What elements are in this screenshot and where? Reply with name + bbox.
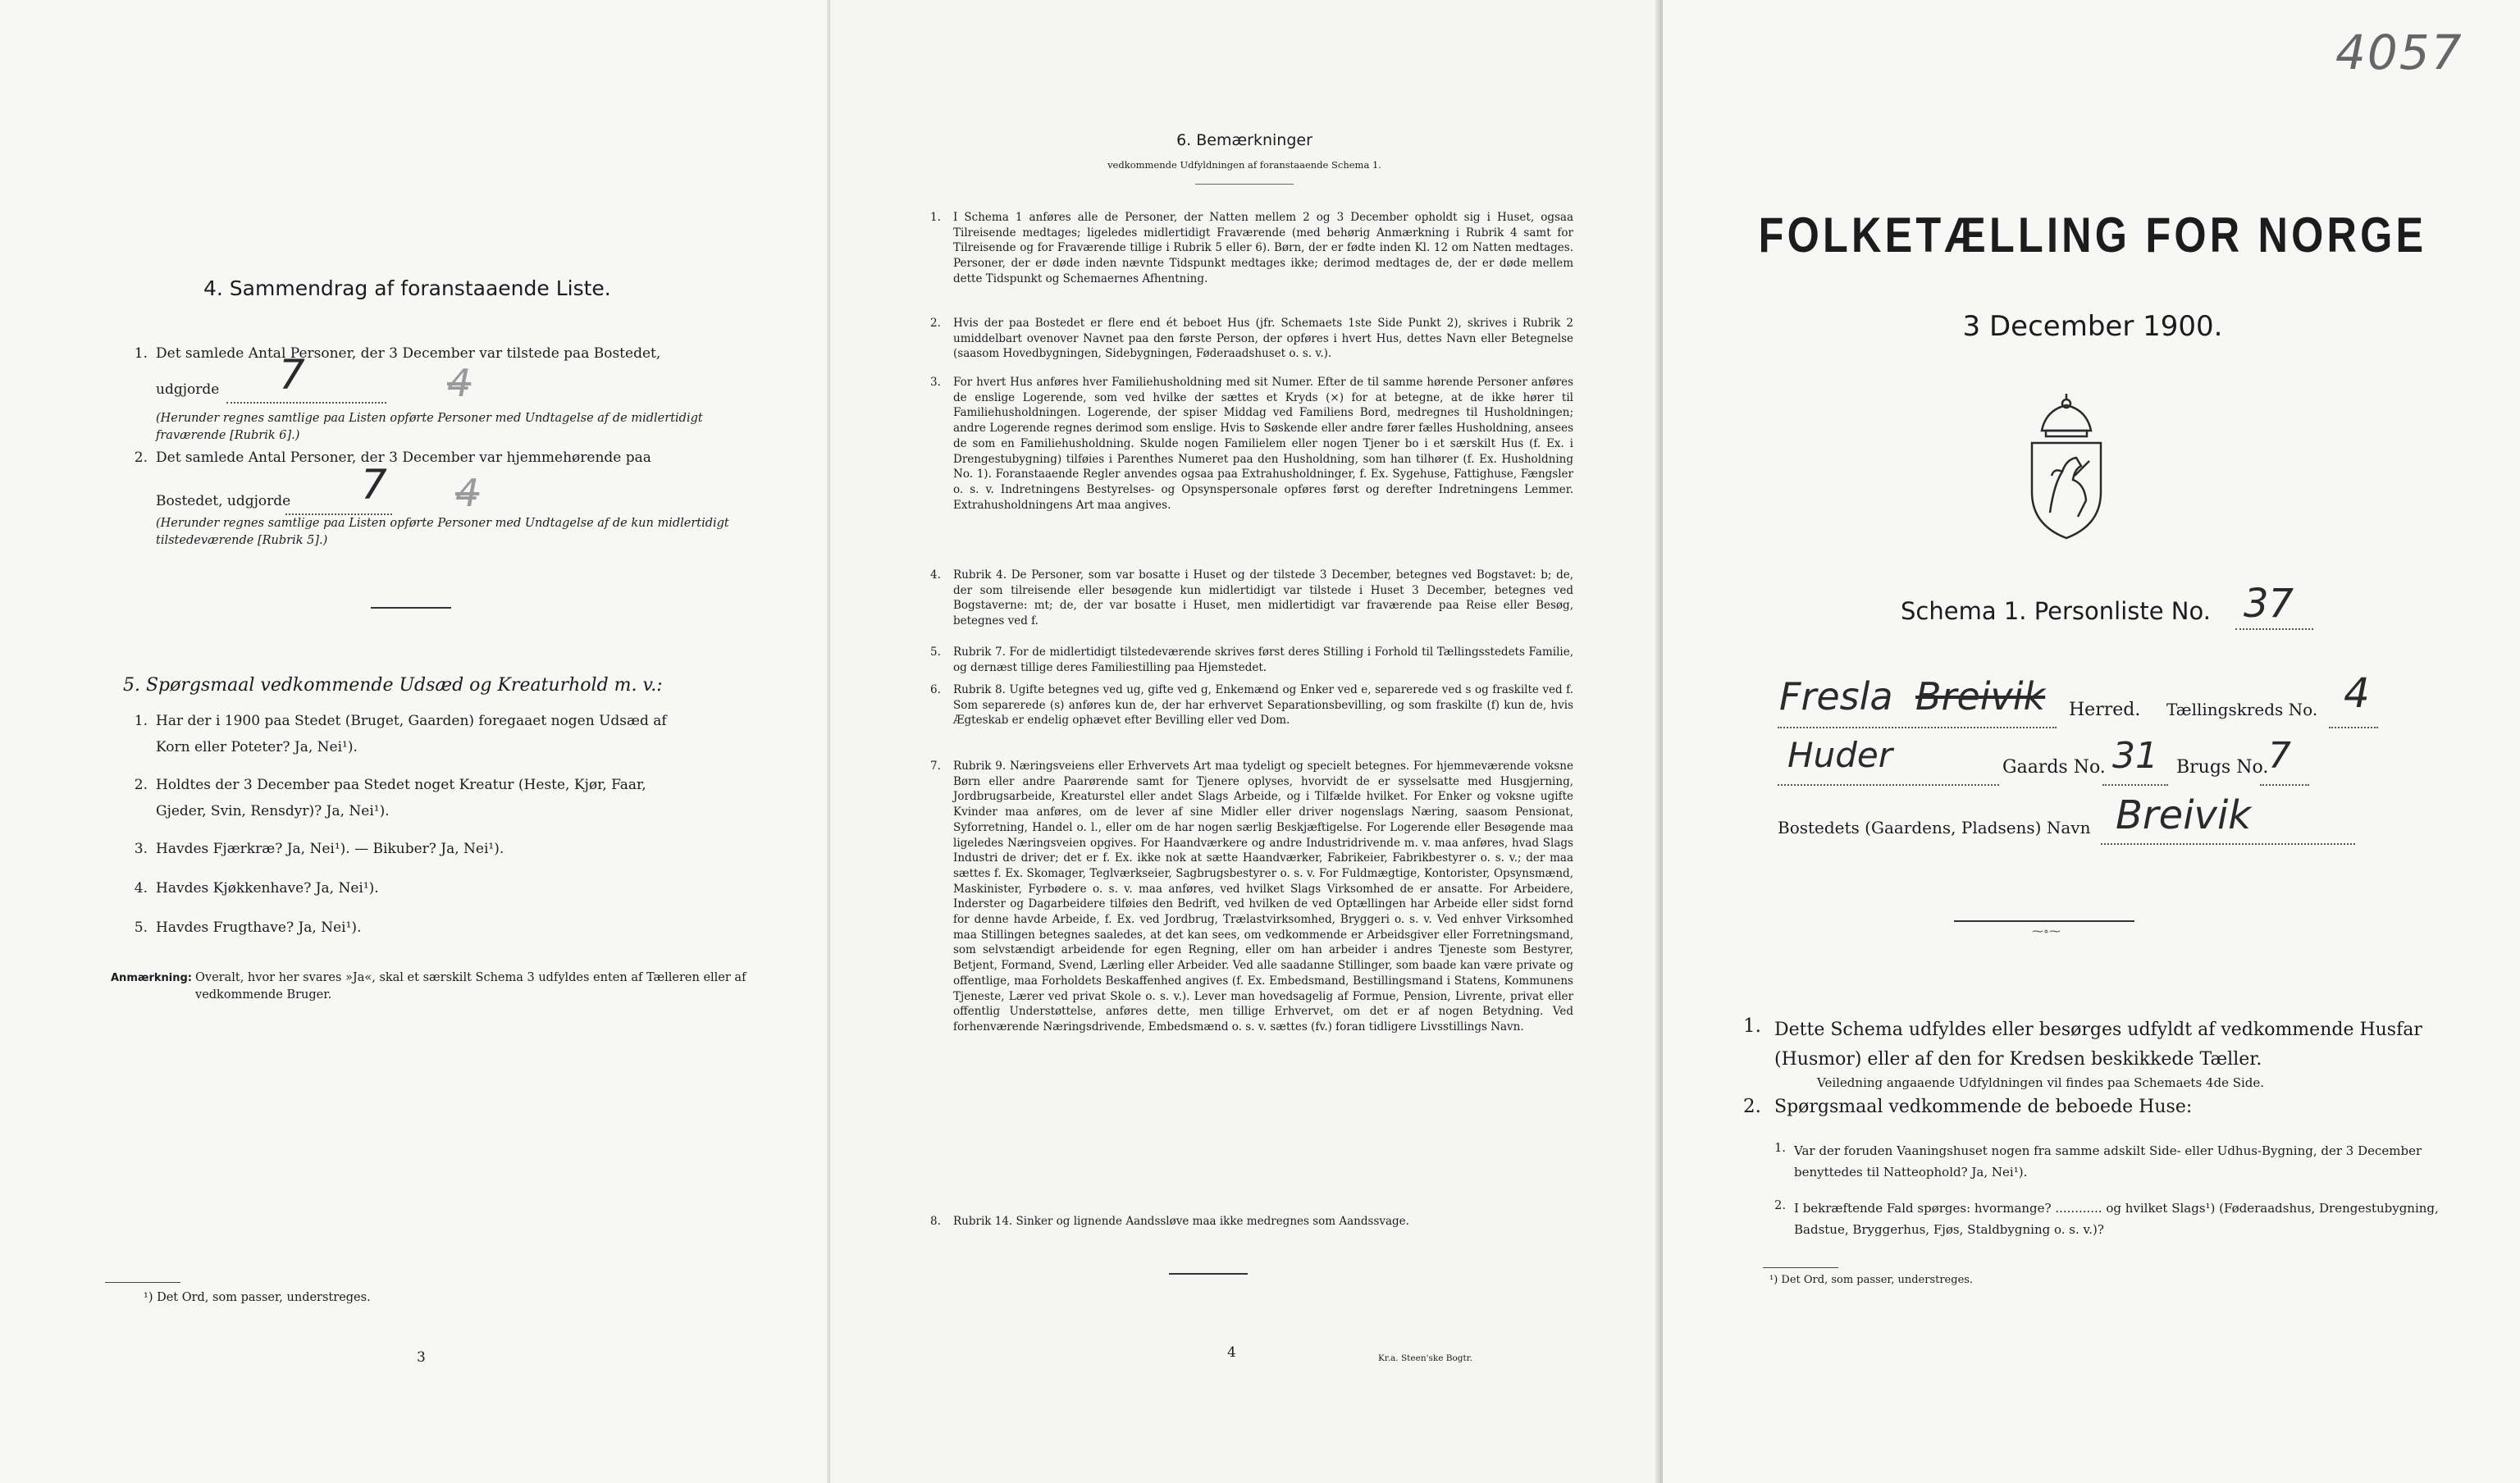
main-title: FOLKETÆLLING FOR NORGE (1758, 208, 2427, 262)
instruction-1-number: 1. (1743, 1015, 1761, 1037)
brugs-value: 7 (2268, 735, 2291, 777)
s5-item-3-number: 3. (134, 841, 148, 857)
title-divider (1195, 184, 1294, 185)
herred-value: Fresla (1779, 674, 1893, 719)
kreds-line (2329, 715, 2378, 728)
bottom-divider (1169, 1273, 1248, 1275)
page-3 (0, 0, 829, 1483)
footnote-rule (1763, 1267, 1838, 1268)
cover-page (1660, 0, 2520, 1483)
section5-title: 5. Spørgsmaal vedkommende Udsæd og Kreaturhold m. v.: (123, 675, 663, 696)
q2-answer-handwritten: 7 (361, 461, 387, 509)
q2-text: Det samlede Antal Personer, der 3 December var hjemmehørende paa (156, 449, 651, 466)
printer-mark: Kr.a. Steen'ske Bogtr. (1378, 1353, 1472, 1363)
gaards-value: 31 (2112, 735, 2158, 777)
page-4 (830, 0, 1659, 1483)
brugs-label: Brugs No. (2176, 757, 2269, 778)
s5-item-1-line1: Har der i 1900 paa Stedet (Bruget, Gaarden) foregaaet nogen Udsæd af (156, 713, 667, 729)
coat-of-arms-icon (2017, 394, 2116, 541)
archive-number: 4057 (2335, 25, 2463, 80)
q1-crossed-value: 4 (447, 361, 472, 405)
instruction-1-text: Dette Schema udfyldes eller besørges udfyldt af vedkommende Husfar (Husmor) eller af den for Kredsen beskikkede Tæller. (1774, 1020, 2422, 1070)
kreds-value: 4 (2344, 669, 2370, 717)
s5-item-2-line1: Holdtes der 3 December paa Stedet noget Kreatur (Heste, Kjør, Faar, (156, 777, 646, 793)
divider-ornament: ⁓∘⁓ (2032, 925, 2061, 938)
instruction-1-note: Veiledning angaaende Udfyldningen vil findes paa Schemaets 4de Side. (1817, 1075, 2265, 1090)
kreds-label: Tællingskreds No. (2166, 700, 2318, 719)
annotation-text: Overalt, hvor her svares »Ja«, skal et særskilt Schema 3 udfyldes enten af Tælleren eller af vedkommende Bruger. (195, 971, 746, 1002)
q2-crossed-value: 4 (455, 471, 480, 515)
footnote-rule (105, 1282, 180, 1283)
s5-item-4-number: 4. (134, 880, 148, 897)
q1-answer-handwritten: 7 (279, 351, 305, 399)
s5-item-3-line1: Havdes Fjærkræ? Ja, Nei¹). — Bikuber? Ja, Nei¹). (156, 841, 504, 857)
question-1-number: 1. (1774, 1142, 1786, 1155)
s5-item-1-line2: Korn eller Poteter? Ja, Nei¹). (156, 739, 358, 755)
q1-answer-label: udgjorde (156, 381, 220, 398)
s5-item-2-number: 2. (134, 777, 148, 793)
gaards-label: Gaards No. (2002, 757, 2106, 778)
q1-answer-line (226, 386, 386, 404)
question-2-number: 2. (1774, 1199, 1786, 1212)
personliste-number: 37 (2244, 581, 2294, 627)
cover-divider (1954, 920, 2134, 922)
remark-8: 8. Rubrik 14. Sinker og lignende Aandssløve maa ikke medregnes som Aandssvage. (930, 1215, 1409, 1228)
q1-text: Det samlede Antal Personer, der 3 December var tilstede paa Bostedet, (156, 345, 661, 362)
herred-label: Herred. (2069, 700, 2141, 720)
s5-item-4-line1: Havdes Kjøkkenhave? Ja, Nei¹). (156, 880, 379, 897)
page-number: 3 (417, 1349, 426, 1366)
gaard-value: Huder (1787, 735, 1892, 775)
remark-7: 7. Rubrik 9. Næringsveiens eller Erhvervets Art maa tydeligt og specielt betegnes. For hjemmeværende voksne Børn eller andre Paarørende samt for Tjenere oplyses, hvorvidt de er sysselsatte med Husgjerning, Jordbrugsarbeide, Kreaturstel eller andet Slags Arbeide, og i Tilfælde hvilket. For Enker og voksne ugifte Kvinder maa anføres, om de lever af sine Midler eller driver nogenslags Næring, saasom Pensionat, Syforretning, Handel o. l., eller om de har nogen særlig Beskjæftigelse. For Logerende eller Besøgende maa ligeledes Næringsveien opgives. For Haandværkere og andre Industridrivende m. v. maa anføres, hvad Slags Industri de driver; det er f. Ex. ikke nok at sætte Haandværker, Fabrikeier, Fabrikbestyrer o. s. v.; der maa sættes f. Ex. Skomager, Teglværkseier, Sagbrugsbestyrer o. s. v. For Fuldmægtige, Kontorister, Opsynsmænd, Maskinister, Fyrbødere o. s. v. maa anføres, ved hvilket Slags Virksomhed de er ansatte. For Arbeidere, Inderster og Dagarbeidere tilføies den Bedrift, ved hvilken de ved Optællingen har Arbeide eller sidst fornd for denne havde Arbeide, f. Ex. ved Jordbrug, Trælastvirksomhed, Bryggeri o. s. v. Ved enhver Virksomhed maa Stillingen betegnes saaledes, at det kan sees, om vedkommende er Arbeidsgiver eller Forretningsmand, som selvstændigt arbeidende for egen Regning, eller om han arbeider i andres Tjeneste som Bestyrer, Betjent, Formand, Svend, Lærling eller Arbeider. Ved alle saadanne Stillinger, som baade kan være private og offentlige, maa Forholdets Beskaffenhed angives (f. Ex. Embedsmand, Bestillingsmand i Statens, Kommunens Tjeneste, Lærer ved privat Skole o. s. v.). Lever man hovedsagelig af Formue, Pension, Livrente, privat eller offentlig Understøttelse, anføres dette, men tillige Erhvervet, om det er af nogen Betydning. Ved forhenværende Næringsdrivende, Embedsmænd o. s. v. sættes (fv.) foran tidligere Livsstillings Navn. (930, 760, 1573, 1034)
s5-item-5-number: 5. (134, 919, 148, 936)
schema-label: Schema 1. Personliste No. (1901, 597, 2211, 625)
question-2-text: I bekræftende Fald spørges: hvormange? ............ og hvilket Slags¹) (Føderaadshus, Drengestubygning, Badstue, Bryggerhus, Fjøs, Staldbygning o. s. v.)? (1794, 1201, 2439, 1237)
q2-answer-label: Bostedet, udgjorde (156, 493, 291, 509)
page-number: 4 (1227, 1344, 1236, 1361)
remark-2: 2. Hvis der paa Bostedet er flere end ét beboet Hus (jfr. Schemaets 1ste Side Punkt 2), skrives i Rubrik 2 umiddelbart ovenover Navnet paa den første Person, der opføres i hvert Hus, dettes Navn eller Betegnelse (saasom Hovedbygningen, Sidebygningen, Føderaadshuset o. s. v.). (930, 317, 1573, 361)
q1-number: 1. (134, 345, 148, 362)
s5-item-2-line2: Gjeder, Svin, Rensdyr)? Ja, Nei¹). (156, 803, 390, 819)
bosted-label: Bostedets (Gaardens, Pladsens) Navn (1778, 818, 2091, 837)
q2-note: (Herunder regnes samtlige paa Listen opførte Personer med Undtagelse af de kun midlertidigt tilstedeværende [Rubrik 5].) (156, 517, 729, 547)
instruction-2-number: 2. (1743, 1096, 1761, 1117)
bosted-value: Breivik (2116, 792, 2252, 838)
remark-5: 5. Rubrik 7. For de midlertidigt tilstedeværende skrives først deres Stilling i Forhold til Tællingsstedets Familie, og dernæst tillige deres Familiestilling paa Hjemstedet. (930, 646, 1573, 674)
section4-title: 4. Sammendrag af foranstaaende Liste. (203, 276, 611, 300)
remark-1: 1. I Schema 1 anføres alle de Personer, der Natten mellem 2 og 3 December opholdt sig i Huset, ogsaa Tilreisende medtages; ligeledes midlertidigt Fraværende (med behørig Anmærkning i Rubrik 4 samt for Tilreisende og for Fraværende tillige i Rubrik 5 eller 6). Børn, der er fødte inden Kl. 12 om Natten medtages. Personer, der er døde inden nævnte Tidspunkt medtages ikke; derimod medtages de, der er døde mellem dette Tidspunkt og Schemaernes Afhentning. (930, 211, 1573, 285)
annotation-label: Anmærkning: (111, 972, 193, 984)
remarks-subtitle: vedkommende Udfyldningen af foranstaaende Schema 1. (1107, 159, 1381, 171)
s5-item-5-line1: Havdes Frugthave? Ja, Nei¹). (156, 919, 362, 936)
remark-6: 6. Rubrik 8. Ugifte betegnes ved ug, gifte ved g, Enkemænd og Enker ved e, separerede ved s og fraskilte ved f. Som separerede (s) anføres kun de, der har erhvervet Separationsbevilling, og som fraskilte (f) kun de, hvis Ægteskab er endelig ophævet efter Bevilling eller ved Dom. (930, 683, 1573, 728)
herred-crossed: Breivik (1915, 674, 2046, 719)
question-1-text: Var der foruden Vaaningshuset nogen fra samme adskilt Side- eller Udhus-Bygning, der 3 December benyttedes til Natteophold? Ja, Nei¹). (1794, 1143, 2422, 1180)
footnote: ¹) Det Ord, som passer, understreges. (144, 1291, 371, 1304)
s5-item-1-number: 1. (134, 713, 148, 729)
remark-3: 3. For hvert Hus anføres hver Familiehusholdning med sit Numer. Efter de til samme hørende Personer anføres de enslige Logerende, som ved hvilke der sættes et Kryds (×) for at betegne, at de ikke hører til Familiehusholdningen. Logerende, der spiser Middag ved Familiens Bord, medregnes til Husholdningen; andre Logerende regnes derimod som enslige. Hvis to Søskende eller andre fører fælles Husholdning, ansees de som en Familiehusholdning. Skulde nogen Familielem eller nogen Tjener bo i et særskilt Hus (f. Ex. i Drengestubygning) tilføies i Parenthes Numeret paa den Husholdning, som han tilhører (f. Ex. Husholdning No. 1). Foranstaaende Regler anvendes ogsaa paa Extrahusholdninger, f. Ex. Sygehuse, Fattighuse, Fængsler o. s. v. Indretningens Bestyrelses- og Opsynspersonale opføres først og derefter Indretningens Lemmer. Extrahusholdningens Art maa angives. (930, 376, 1573, 512)
instruction-2-text: Spørgsmaal vedkommende de beboede Huse: (1774, 1097, 2193, 1117)
remarks-title: 6. Bemærkninger (1176, 131, 1312, 149)
remark-4: 4. Rubrik 4. De Personer, som var bosatte i Huset og der tilstede 3 December, betegnes ved Bogstavet: b; de, der som tilreisende eller besøgende kun midlertidigt var tilstede i Huset 3 December, betegnes ved Bogstaverne: mt; de, der var bosatte i Huset, men midlertidigt var fraværende paa Reise eller Besøg, betegnes ved f. (930, 568, 1573, 628)
census-date: 3 December 1900. (1962, 310, 2223, 343)
q2-number: 2. (134, 449, 148, 466)
section-divider (371, 607, 451, 609)
footnote: ¹) Det Ord, som passer, understreges. (1769, 1274, 1974, 1286)
q1-note: (Herunder regnes samtlige paa Listen opførte Personer med Undtagelse af de midlertidigt fraværende [Rubrik 6].) (156, 412, 703, 442)
